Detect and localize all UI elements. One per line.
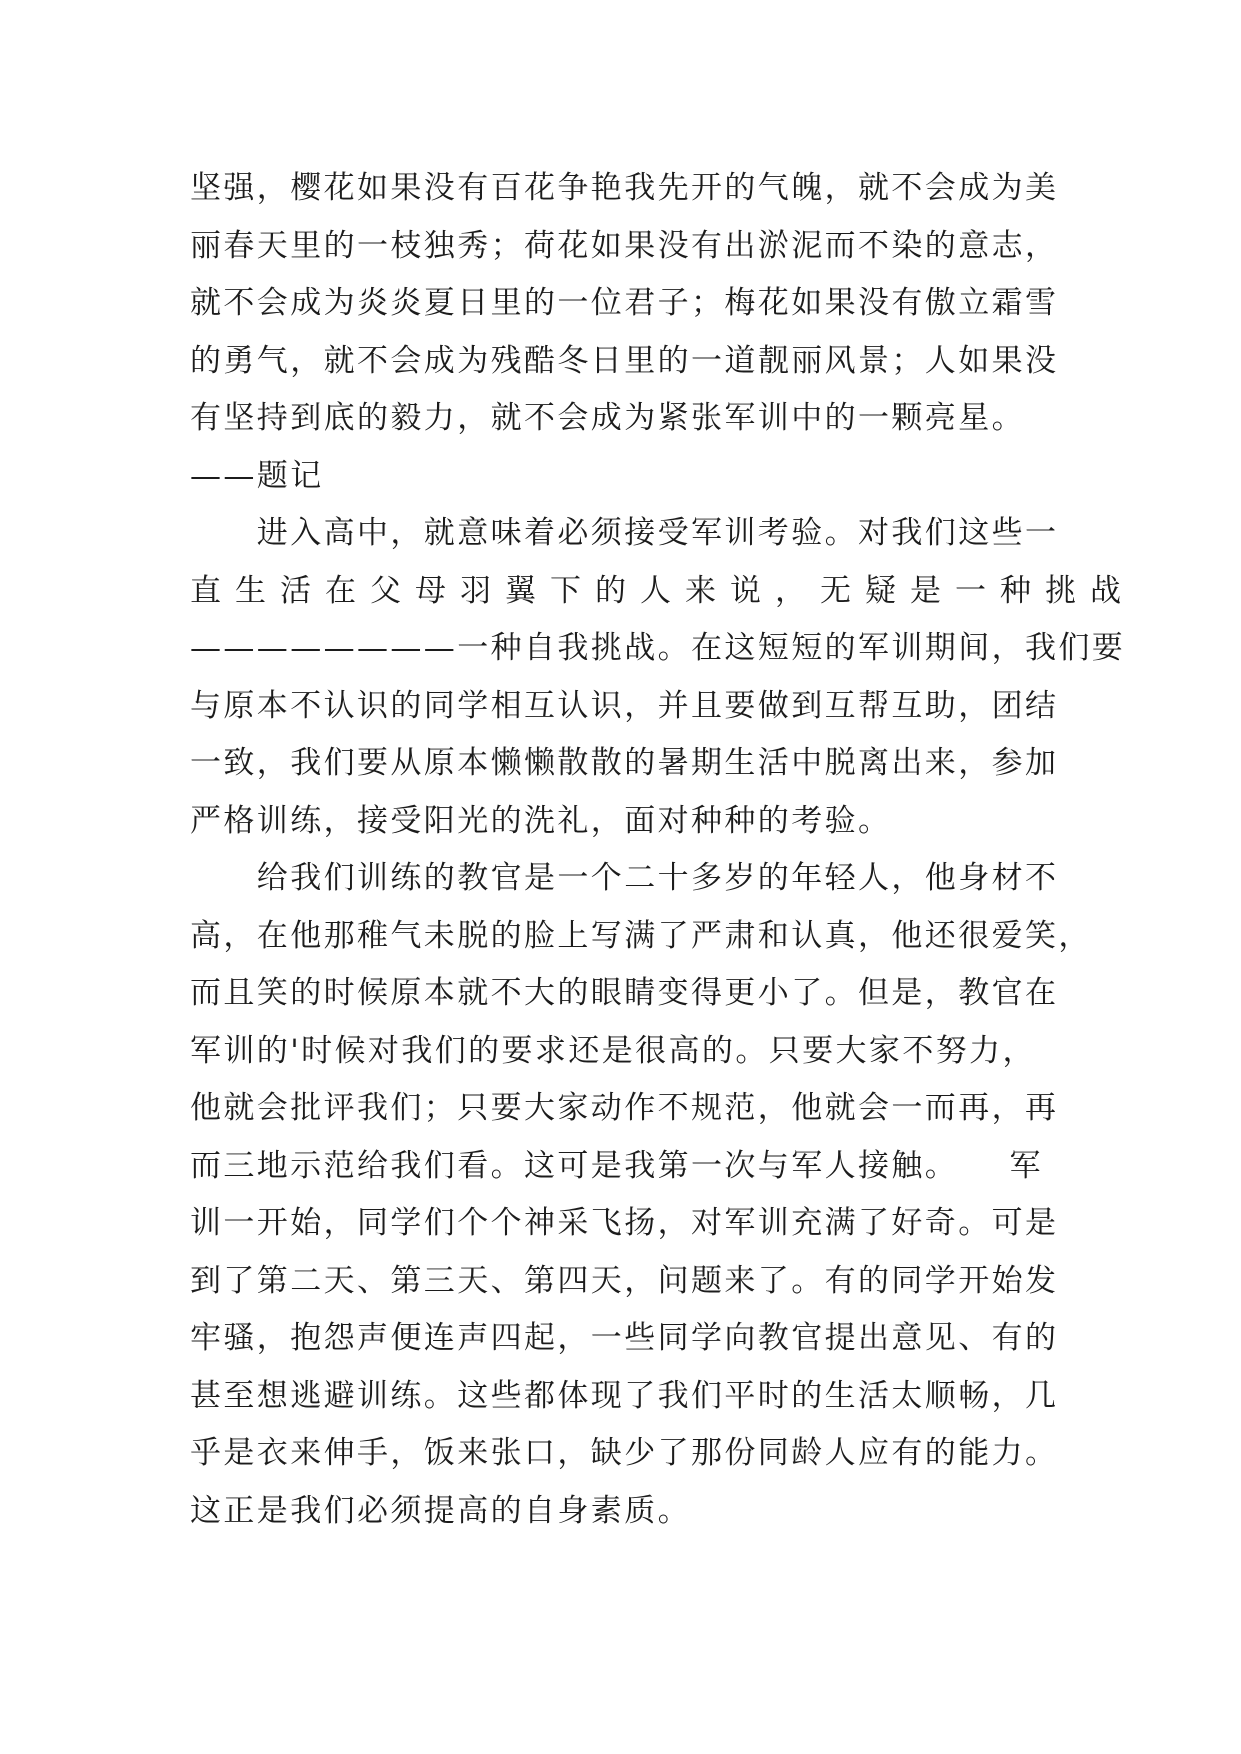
- text-line: 高，在他那稚气未脱的脸上写满了严肃和认真，他还很爱笑，: [190, 917, 1092, 954]
- text-line: 与原本不认识的同学相互认识，并且要做到互帮互助，团结: [190, 687, 1059, 724]
- text-line: 就不会成为炎炎夏日里的一位君子；梅花如果没有傲立霜雪: [190, 285, 1059, 321]
- text-line: 给我们训练的教官是一个二十多岁的年轻人，他身材不: [190, 860, 1059, 896]
- text-line: 的勇气，就不会成为残酷冬日里的一道靓丽风景；人如果没: [190, 342, 1059, 379]
- text-line: 到了第二天、第三天、第四天，问题来了。有的同学开始发: [190, 1262, 1059, 1299]
- text-line: 丽春天里的一枝独秀；荷花如果没有出淤泥而不染的意志，: [190, 227, 1059, 264]
- text-line: 牢骚，抱怨声便连声四起，一些同学向教官提出意见、有的: [190, 1320, 1059, 1356]
- text-line: 这正是我们必须提高的自身素质。: [190, 1492, 691, 1529]
- text-line: 他就会批评我们；只要大家动作不规范，他就会一而再，再: [190, 1090, 1059, 1126]
- text-line: 坚强，樱花如果没有百花争艳我先开的气魄，就不会成为美: [190, 170, 1059, 206]
- text-line: 严格训练，接受阳光的洗礼，面对种种的考验。: [190, 802, 892, 839]
- text-line: 乎是衣来伸手，饭来张口，缺少了那份同龄人应有的能力。: [190, 1435, 1059, 1471]
- text-line: 有坚持到底的毅力，就不会成为紧张军训中的一颗亮星。: [190, 400, 1025, 436]
- text-line: 而三地示范给我们看。这可是我第一次与军人接触。 军: [190, 1147, 1043, 1184]
- document-body: [190, 160, 1135, 1540]
- text-line: 甚至想逃避训练。这些都体现了我们平时的生活太顺畅，几: [190, 1377, 1059, 1414]
- text-line: 进入高中，就意味着必须接受军训考验。对我们这些一: [190, 515, 1059, 551]
- text-line: 直生活在父母羽翼下的人来说，无疑是一种挑战: [190, 572, 1135, 609]
- text-line: ————————一种自我挑战。在这短短的军训期间，我们要: [190, 630, 1126, 666]
- text-line: 训一开始，同学们个个神采飞扬，对军训充满了好奇。可是: [190, 1205, 1059, 1241]
- text-line: 而且笑的时候原本就不大的眼睛变得更小了。但是，教官在: [190, 975, 1059, 1011]
- text-line: 一致，我们要从原本懒懒散散的暑期生活中脱离出来，参加: [190, 745, 1059, 781]
- epigraph-attribution: ——题记: [190, 457, 324, 494]
- text-line: 军训的'时候对我们的要求还是很高的。只要大家不努力，: [190, 1032, 1036, 1069]
